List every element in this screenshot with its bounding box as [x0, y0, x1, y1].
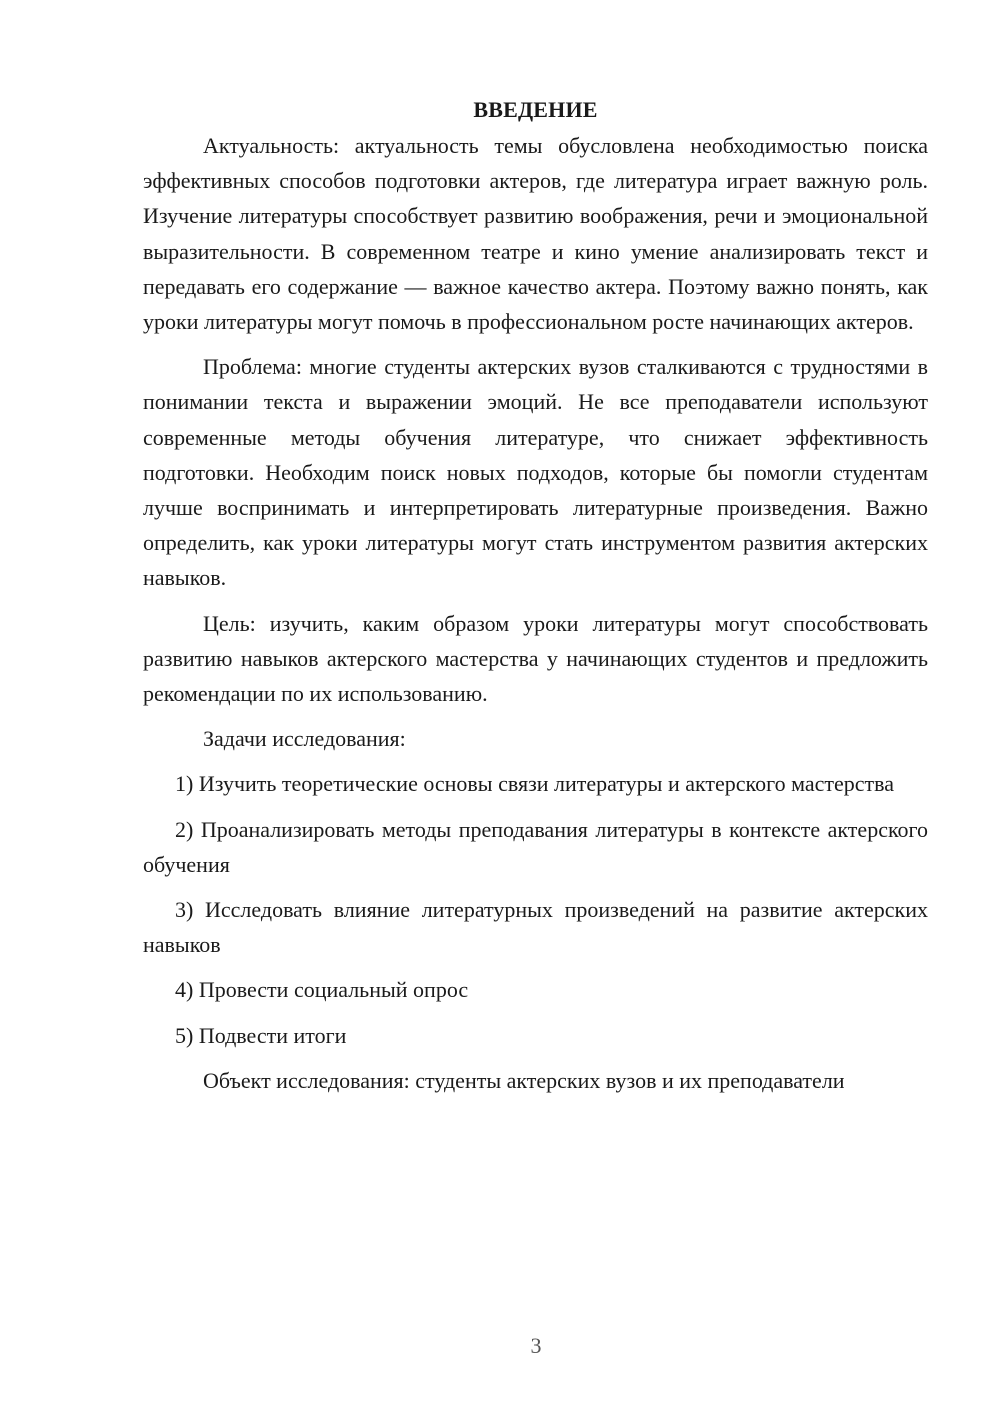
list-item: 4) Провести социальный опрос	[175, 977, 469, 1003]
problem-paragraph: Проблема: многие студенты актерских вузов сталкиваются с трудностями в понимании текста и выражении эмоций. Не все преподаватели используют современные методы обучения литературе, что снижает эффективность подготовки. Необходим поиск новых подходов, которые бы помогли студентам лучше воспринимать и интерпретировать литературные произведения. Важно определить, как уроки литературы могут стать инструментом развития актерских навыков.	[143, 354, 928, 591]
page-title: ВВЕДЕНИЕ	[473, 97, 598, 122]
page-number: 3	[530, 1333, 542, 1358]
relevance-paragraph: Актуальность: актуальность темы обусловлена необходимостью поиска эффективных способов подготовки актеров, где литература играет важную роль. Изучение литературы способствует развитию воображения, речи и эмоциональной выразительности. В современном театре и кино умение анализировать текст и передавать его содержание — важное качество актера. Поэтому важно понять, как уроки литературы могут помочь в профессиональном росте начинающих актеров.	[143, 133, 928, 335]
object-paragraph: Объект исследования: студенты актерских вузов и их преподаватели	[203, 1067, 845, 1093]
document-page	[143, 92, 928, 1108]
list-item: 2) Проанализировать методы преподавания литературы в контексте актерского обучения	[143, 816, 928, 877]
tasks-heading: Задачи исследования:	[203, 726, 406, 752]
tasks-list	[143, 766, 928, 1052]
list-item: 5) Подвести итоги	[175, 1022, 347, 1048]
list-item: 3) Исследовать влияние литературных произведений на развитие актерских навыков	[143, 897, 928, 958]
goal-paragraph: Цель: изучить, каким образом уроки литературы могут способствовать развитию навыков актерского мастерства у начинающих студентов и предложить рекомендации по их использованию.	[143, 610, 928, 707]
list-item: 1) Изучить теоретические основы связи литературы и актерского мастерства	[175, 771, 895, 797]
